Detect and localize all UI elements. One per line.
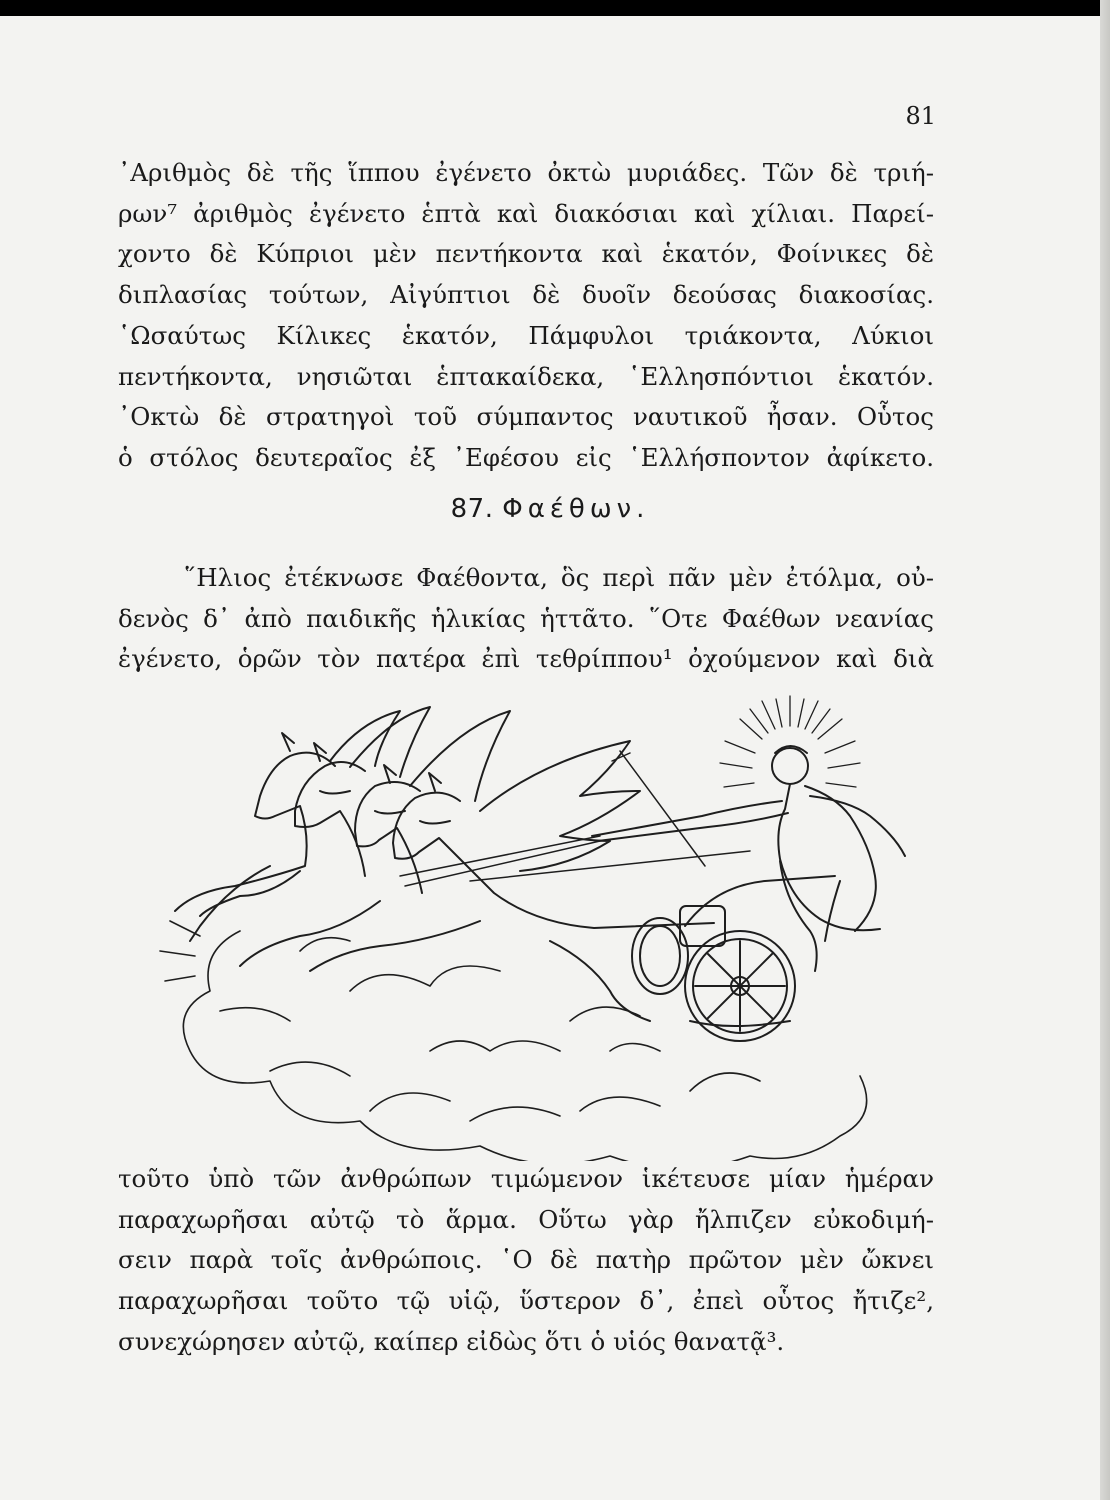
text-line: διπλασίας τούτων, Αἰγύπτιοι δὲ δυοῖν δεούσας διακοσίας. xyxy=(118,280,934,310)
text-line: παραχωρῆσαι αὐτῷ τὸ ἅρμα. Οὕτω γὰρ ἤλπιζεν εὐκοδιμή- xyxy=(118,1204,934,1234)
text-line: σειν παρὰ τοῖς ἀνθρώποις. ῾Ο δὲ πατὴρ πρῶτον μὲν ὤκνει xyxy=(118,1245,934,1275)
section-title: Φαέθων. xyxy=(502,494,650,524)
text-line: ἐγένετο, ὁρῶν τὸν πατέρα ἐπὶ τεθρίππου¹ ὀχούμενον καὶ διὰ xyxy=(118,644,934,674)
section-number: 87. xyxy=(450,494,494,524)
text-line: τοῦτο ὑπὸ τῶν ἀνθρώπων τιμώμενον ἱκέτευσε μίαν ἡμέραν xyxy=(118,1164,934,1193)
paragraph-phaethon-intro xyxy=(118,558,934,680)
reins-icon xyxy=(400,751,750,886)
text-line: ᾿Αριθμὸς δὲ τῆς ἵππου ἐγένετο ὀκτὼ μυριάδες. Τῶν δὲ τριή- xyxy=(118,158,934,187)
paragraph-persian-fleet xyxy=(118,153,934,479)
text-line: ρων⁷ ἀριθμὸς ἐγένετο ἑπτὰ καὶ διακόσιαι καὶ χίλιαι. Παρεί- xyxy=(118,198,934,228)
text-line: συνεχώρησεν αὐτῷ, καίπερ εἰδὼς ὅτι ὁ υἱός θανατᾷ³. xyxy=(118,1326,785,1356)
chariot-wheel-icon xyxy=(632,876,835,1041)
sun-rays-icon xyxy=(720,696,860,787)
section-heading xyxy=(0,494,1100,524)
text-line: ᾿Οκτὼ δὲ στρατηγοὶ τοῦ σύμπαντος ναυτικοῦ ἦσαν. Οὗτος xyxy=(118,402,934,432)
sun-chariot-illustration xyxy=(150,691,930,1161)
page-number: 81 xyxy=(905,102,936,130)
text-line: δενὸς δ᾿ ἀπὸ παιδικῆς ἡλικίας ἡττᾶτο. ῞Οτε Φαέθων νεανίας xyxy=(118,603,934,633)
page-edge xyxy=(1100,0,1110,1500)
text-line: χοντο δὲ Κύπριοι μὲν πεντήκοντα καὶ ἑκατόν, Φοίνικες δὲ xyxy=(118,239,934,269)
text-line: ῾Ωσαύτως Κίλικες ἑκατόν, Πάμφυλοι τριάκοντα, Λύκιοι xyxy=(118,320,934,350)
book-page xyxy=(0,16,1100,1500)
text-line: ῞Ηλιος ἐτέκνωσε Φαέθοντα, ὃς περὶ πᾶν μὲν ἐτόλμα, οὐ- xyxy=(184,563,934,592)
helios-figure-icon xyxy=(592,746,905,971)
paragraph-phaethon-request xyxy=(118,1159,934,1363)
text-line: παραχωρῆσαι τοῦτο τῷ υἱῷ, ὕστερον δ᾿, ἐπεὶ οὗτος ἤτιζε², xyxy=(118,1286,934,1316)
text-line: ὁ στόλος δευτεραῖος ἐξ ᾿Εφέσου εἰς ῾Ελλήσποντον ἀφίκετο. xyxy=(118,442,934,472)
text-line: πεντήκοντα, νησιῶται ἑπτακαίδεκα, ῾Ελλησπόντιοι ἑκατόν. xyxy=(118,361,934,391)
clouds-icon xyxy=(160,921,867,1161)
